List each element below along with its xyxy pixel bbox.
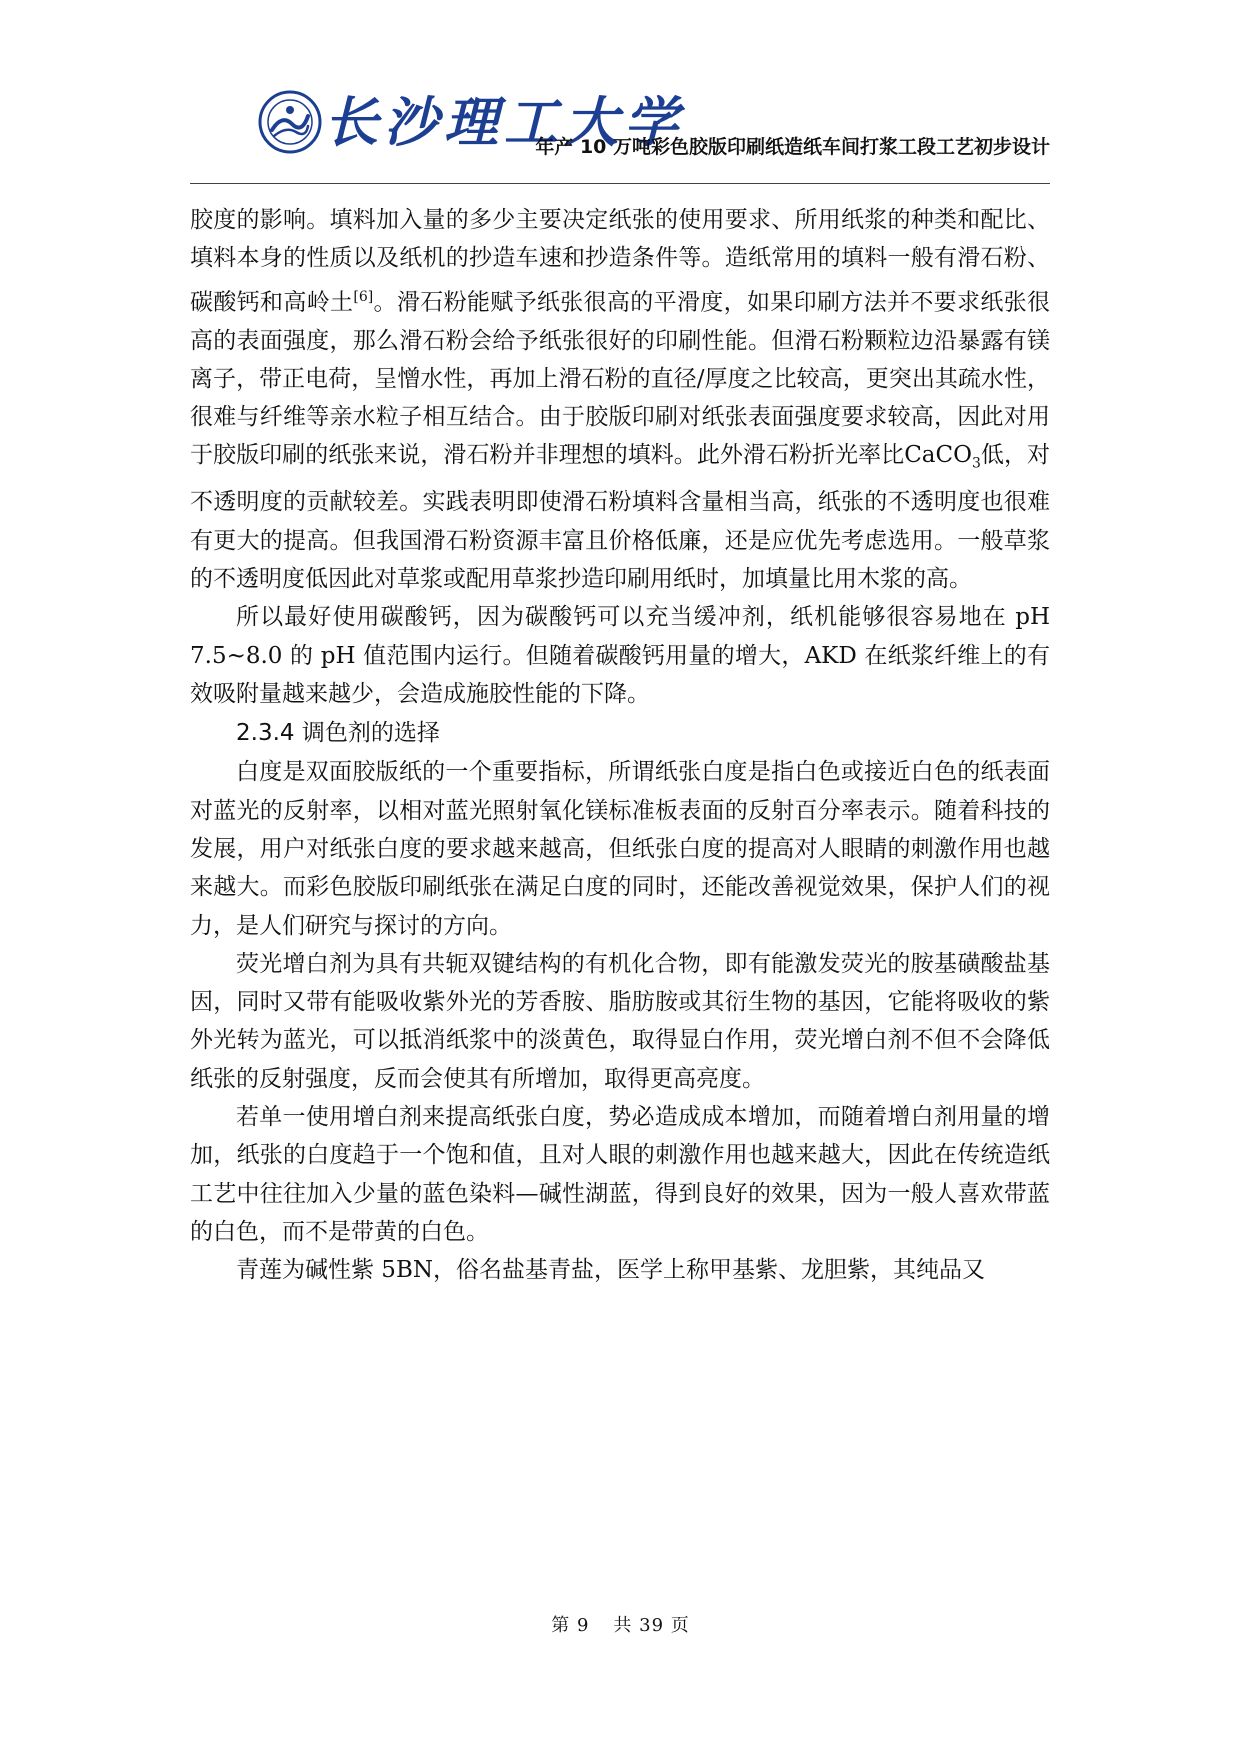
paragraph-text: 低，对不透明度的贡献较差。实践表明即使滑石粉填料含量相当高，纸张的不透明度也很难有更大的提高。但我国滑石粉资源丰富且价格低廉，还是应优先考虑选用。一般草浆的不透明度低因此对草浆或配用草浆抄造印刷用纸时，加填量比用木浆的高。	[190, 442, 1051, 592]
page-header	[190, 80, 1050, 180]
chemical-subscript: 3	[971, 456, 981, 473]
page-number: 第 9	[551, 1615, 590, 1636]
paragraph-calcium-carbonate: 所以最好使用碳酸钙，因为碳酸钙可以充当缓冲剂，纸机能够很容易地在 pH 7.5~8.0 的 pH 值范围内运行。但随着碳酸钙用量的增大，AKD 在纸浆纤维上的有效吸附量越来越少，会造成施胶性能的下降。	[190, 604, 1050, 707]
paragraph-fillers	[190, 201, 1050, 598]
citation-reference: [6]	[353, 288, 374, 305]
paragraph-optical-brightener: 荧光增白剂为具有共轭双键结构的有机化合物，即有能激发荧光的胺基磺酸盐基因，同时又带有能吸收紫外光的芳香胺、脂肪胺或其衍生物的基因，它能将吸收的紫外光转为蓝光，可以抵消纸浆中的淡黄色，取得显白作用，荧光增白剂不但不会降低纸张的反射强度，反而会使其有所增加，取得更高亮度。	[190, 950, 1050, 1092]
paragraph-whiteness: 白度是双面胶版纸的一个重要指标，所谓纸张白度是指白色或接近白色的纸表面对蓝光的反射率，以相对蓝光照射氧化镁标准板表面的反射百分率表示。随着科技的发展，用户对纸张白度的要求越来越高，但纸张白度的提高对人眼睛的刺激作用也越来越大。而彩色胶版印刷纸张在满足白度的同时，还能改善视觉效果，保护人们的视力，是人们研究与探讨的方向。	[190, 759, 1050, 939]
page-body	[190, 201, 1050, 1290]
paragraph-methyl-violet: 青莲为碱性紫 5BN，俗名盐基青盐，医学上称甲基紫、龙胆紫，其纯品又	[236, 1257, 985, 1284]
paragraph-blue-dye: 若单一使用增白剂来提高纸张白度，势必造成成本增加，而随着增白剂用量的增加，纸张的白度趋于一个饱和值，且对人眼的刺激作用也越来越大，因此在传统造纸工艺中往往加入少量的蓝色染料—碱性湖蓝，得到良好的效果，因为一般人喜欢带蓝的白色，而不是带黄的白色。	[190, 1104, 1050, 1245]
paragraph-text: 胶度的影响。填料加入量的多少主要决定纸张的使用要求、所用纸浆的种类和配比、填料本身的性质以及纸机的抄造车速和抄造条件等。造纸常用的填料一般有滑石粉、碳酸钙和高岭土	[190, 207, 1050, 316]
section-heading	[190, 714, 1050, 752]
page-footer	[0, 1611, 1241, 1637]
total-pages: 共 39 页	[613, 1615, 690, 1636]
university-emblem-icon	[258, 90, 322, 154]
header-divider	[190, 183, 1050, 184]
thesis-title: 年产 10 万吨彩色胶版印刷纸造纸车间打浆工段工艺初步设计	[535, 136, 1050, 158]
section-heading-text: 2.3.4 调色剂的选择	[236, 720, 440, 747]
paragraph-text: 。滑石粉能赋予纸张很高的平滑度，如果印刷方法并不要求纸张很高的表面强度，那么滑石粉会给予纸张很好的印刷性能。但滑石粉颗粒边沿暴露有镁离子，带正电荷，呈憎水性，再加上滑石粉的直径/厚度之比较高，更突出其疏水性，很难与纤维等亲水粒子相互结合。由于胶版印刷对纸张表面强度要求较高，因此对用于胶版印刷的纸张来说，滑石粉并非理想的填料。此外滑石粉折光率比CaCO	[190, 289, 1051, 469]
university-name: 长沙理工大学	[324, 90, 684, 154]
